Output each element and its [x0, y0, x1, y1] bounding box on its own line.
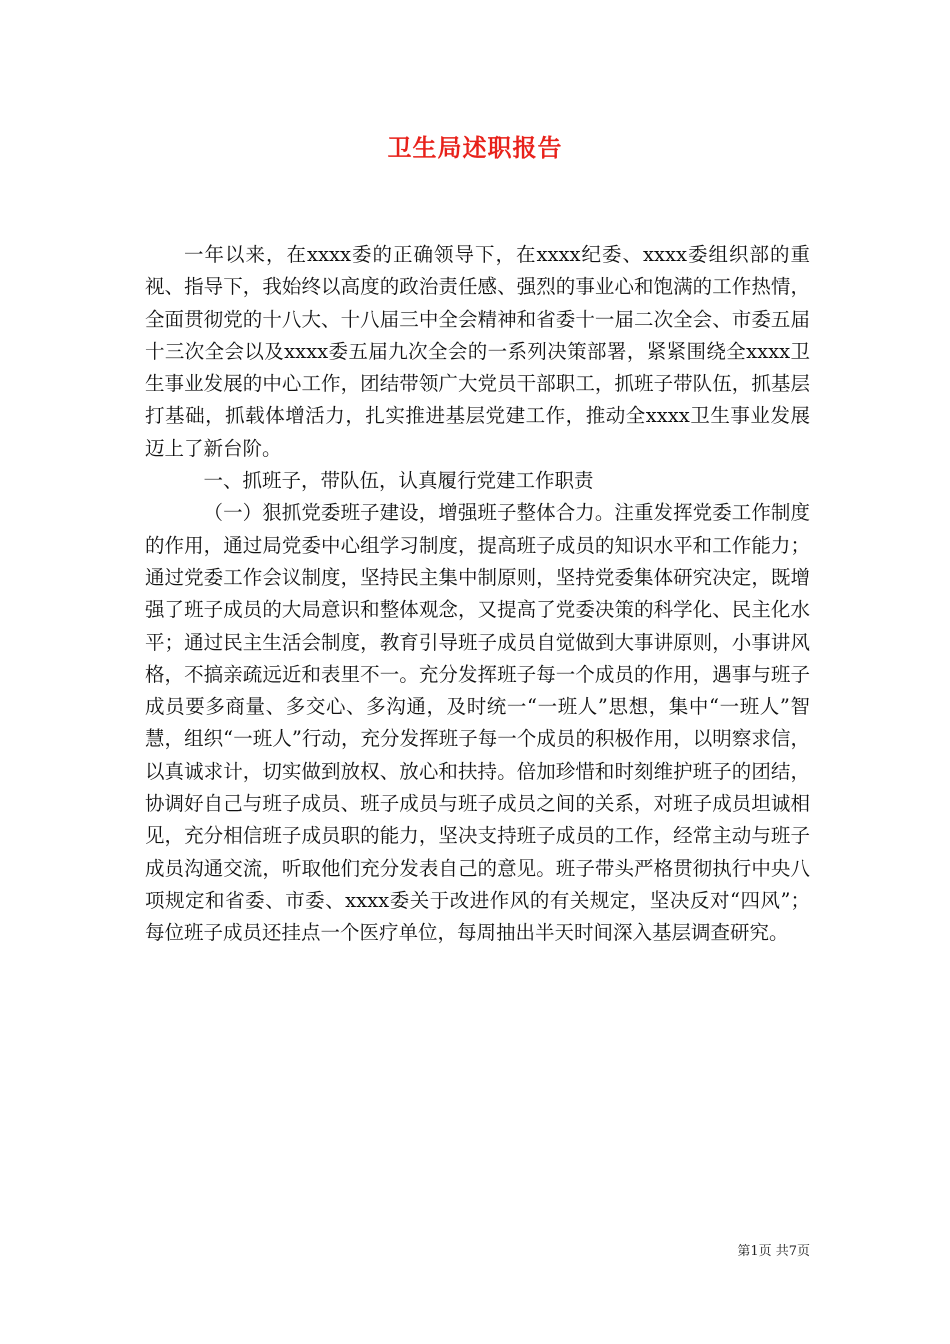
section-heading: 一、抓班子，带队伍，认真履行党建工作职责: [203, 469, 594, 493]
page-number: 第1页 共7页: [737, 1244, 810, 1259]
document-title: 卫生局述职报告: [387, 133, 563, 162]
document-body: [145, 239, 810, 950]
subsection-paragraph: （一）狠抓党委班子建设，增强班子整体合力。注重发挥党委工作制度的作用，通过局党委中心组学习制度，提高班子成员的知识水平和工作能力；通过党委工作会议制度，坚持民主集中制原则，坚持党委集体研究决定，既增强了班子成员的大局意识和整体观念，又提高了党委决策的科学化、民主化水平；通过民主生活会制度，教育引导班子成员自觉做到大事讲原则，小事讲风格，不搞亲疏远近和表里不一。充分发挥班子每一个成员的作用，遇事与班子成员要多商量、多交心、多沟通，及时统一“一班人”思想，集中“一班人”智慧，组织“一班人”行动，充分发挥班子每一个成员的积极作用，以明察求信，以真诚求计，切实做到放权、放心和扶持。倍加珍惜和时刻维护班子的团结，协调好自己与班子成员、班子成员与班子成员之间的关系，对班子成员坦诚相见，充分相信班子成员职的能力，坚决支持班子成员的工作，经常主动与班子成员沟通交流，听取他们充分发表自己的意见。班子带头严格贯彻执行中央八项规定和省委、市委、xxxx委关于改进作风的有关规定，坚决反对“四风”；每位班子成员还挂点一个医疗单位，每周抽出半天时间深入基层调查研究。: [145, 501, 810, 945]
intro-paragraph: 一年以来，在xxxx委的正确领导下，在xxxx纪委、xxxx委组织部的重视、指导下，我始终以高度的政治责任感、强烈的事业心和饱满的工作热情，全面贯彻党的十八大、十八届三中全会精神和省委十一届二次全会、市委五届十三次全会以及xxxx委五届九次全会的一系列决策部署，紧紧围绕全xxxx卫生事业发展的中心工作，团结带领广大党员干部职工，抓班子带队伍，抓基层打基础，抓载体增活力，扎实推进基层党建工作，推动全xxxx卫生事业发展迈上了新台阶。: [145, 243, 810, 460]
